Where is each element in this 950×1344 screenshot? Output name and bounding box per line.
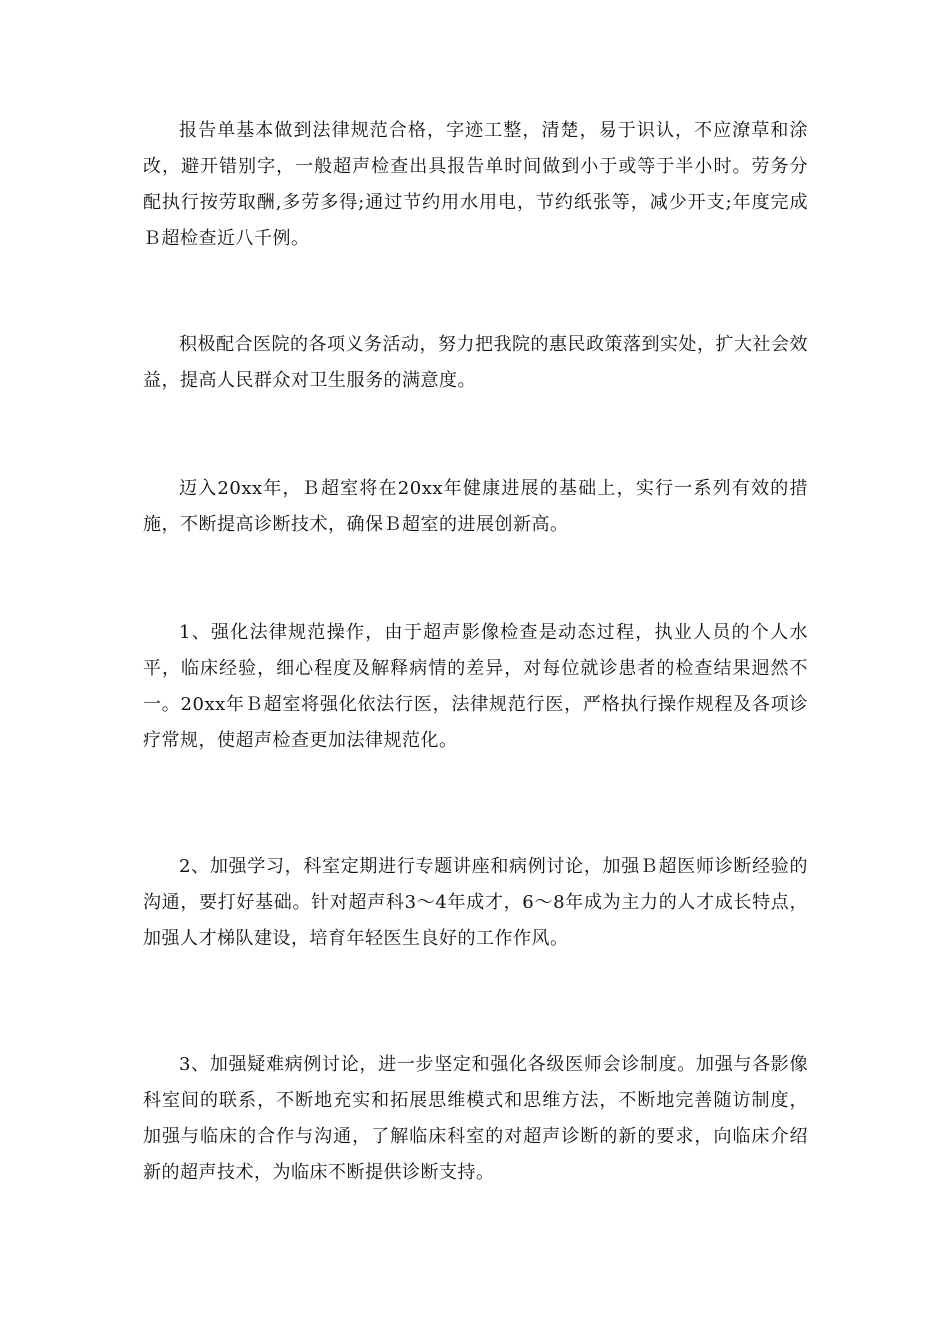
paragraph-report-quality: 报告单基本做到法律规范合格，字迹工整，清楚，易于识认，不应潦草和涂改，避开错别字，一般超声检查出具报告单时间做到小于或等于半小时。劳务分配执行按劳取酬,多劳多得;通过节约用水用电，节约纸张等，减少开支;年度完成Ｂ超检查近八千例。	[143, 120, 808, 249]
paragraph-item-3: 3、加强疑难病例讨论，进一步坚定和强化各级医师会诊制度。加强与各影像科室间的联系，不断地充实和拓展思维模式和思维方法，不断地完善随访制度，加强与临床的合作与沟通，了解临床科室的对超声诊断的新的要求，向临床介绍新的超声技术，为临床不断提供诊断支持。	[143, 1054, 808, 1183]
paragraph-outlook: 迈入20xx年，Ｂ超室将在20xx年健康进展的基础上，实行一系列有效的措施，不断提高诊断技术，确保Ｂ超室的进展创新高。	[143, 478, 808, 535]
paragraph-item-1: 1、强化法律规范操作，由于超声影像检查是动态过程，执业人员的个人水平，临床经验，细心程度及解释病情的差异，对每位就诊患者的检查结果迥然不一。20xx年Ｂ超室将强化依法行医，法律规范行医，严格执行操作规程及各项诊疗常规，使超声检查更加法律规范化。	[143, 622, 808, 751]
paragraph-item-2: 2、加强学习，科室定期进行专题讲座和病例讨论，加强Ｂ超医师诊断经验的沟通，要打好基础。针对超声科3～4年成才，6～8年成为主力的人才成长特点，加强人才梯队建设，培育年轻医生良好的工作作风。	[143, 856, 808, 949]
document-body	[143, 113, 808, 1191]
paragraph-public-service: 积极配合医院的各项义务活动，努力把我院的惠民政策落到实处，扩大社会效益，提高人民群众对卫生服务的满意度。	[143, 334, 808, 391]
